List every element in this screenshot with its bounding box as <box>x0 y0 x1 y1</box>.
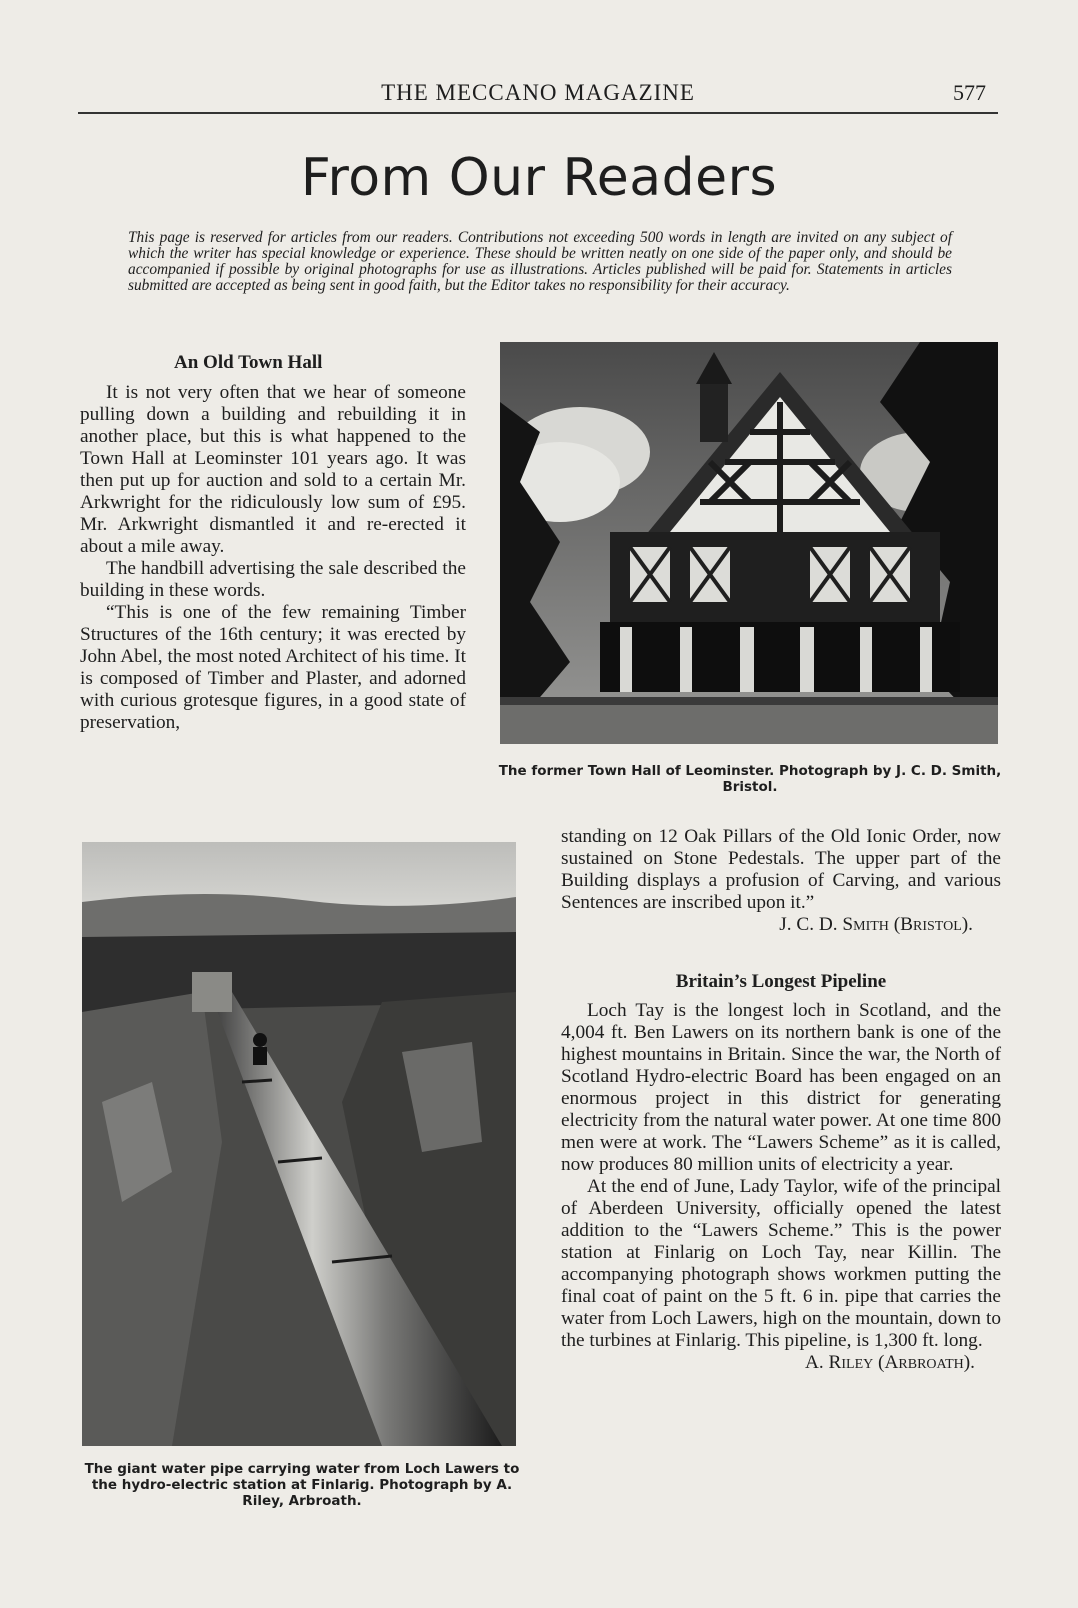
pipeline-illustration <box>82 842 516 1446</box>
town-hall-photo <box>500 342 998 744</box>
article-paragraph: Loch Tay is the longest loch in Scotland, and the 4,004 ft. Ben Lawers on its northern bank is one of the highest mountains in Britain. Since the war, the North of Scotland Hydro-electric Board has been engaged on an enormous project in this district for generating electricity from the natural water power. At one time 800 men were at work. The “Lawers Scheme” as it is called, now produces 80 million units of electricity a year. <box>561 1000 1001 1175</box>
article-paragraph: At the end of June, Lady Taylor, wife of the principal of Aberdeen University, officially opened the latest addition to the “Lawers Scheme.” This is the power station at Finlarig on Loch Tay, near Killin. The accompanying photograph shows workmen putting the final coat of paint on the 5 ft. 6 in. pipe that carries the water from Loch Lawers, high on the mountain, down to the turbines at Finlarig. This pipeline, is 1,300 ft. long. <box>561 1176 1001 1351</box>
article-signature: A. Riley (Arbroath). <box>804 1352 975 1373</box>
article-heading-old-town-hall: An Old Town Hall <box>174 352 323 373</box>
right-text-column <box>561 826 1001 1373</box>
header-rule <box>78 112 998 114</box>
town-hall-illustration <box>500 342 998 744</box>
article-signature: J. C. D. Smith (Bristol). <box>779 914 973 935</box>
page-number: 577 <box>953 80 986 105</box>
town-hall-caption: The former Town Hall of Leominster. Photograph by J. C. D. Smith, Bristol. <box>498 763 1002 795</box>
page-header <box>78 74 998 114</box>
pipeline-caption: The giant water pipe carrying water from Loch Lawers to the hydro-electric station at Finlarig. Photograph by A. Riley, Arbroath. <box>84 1461 520 1509</box>
article-pipeline-body <box>561 1000 1001 1374</box>
page-title: From Our Readers <box>300 148 778 208</box>
article-paragraph: The handbill advertising the sale described the building in these words. <box>80 558 466 601</box>
article-paragraph: “This is one of the few remaining Timber Structures of the 16th century; it was erected by John Abel, the most noted Architect of his time. It is composed of Timber and Plaster, and adorned with curious grotesque figures, in a good state of preservation, <box>80 602 466 733</box>
article-heading-longest-pipeline: Britain’s Longest Pipeline <box>675 971 887 992</box>
intro-paragraph: This page is reserved for articles from our readers. Contributions not exceeding 500 words in length are invited on any subject of which the writer has special knowledge or experience. These should be written neatly on one side of the paper only, and should be accompanied if possible by original photographs for use as illustrations. Articles published will be paid for. Statements in articles submitted are accepted as being sent in good faith, but the Editor takes no responsibility for their accuracy. <box>128 229 952 294</box>
pipeline-photo <box>82 842 516 1446</box>
article-paragraph: It is not very often that we hear of someone pulling down a building and rebuilding it in another place, but this is what happened to the Town Hall at Leominster 101 years ago. It was then put up for auction and sold to a certain Mr. Arkwright for the ridiculously low sum of £95. Mr. Arkwright dismantled it and re-erected it about a mile away. <box>80 382 466 557</box>
article-old-town-hall-column <box>80 382 466 734</box>
running-title: THE MECCANO MAGAZINE <box>381 80 695 105</box>
article-continuation: standing on 12 Oak Pillars of the Old Ionic Order, now sustained on Stone Pedestals. The upper part of the Building displays a profusion of Carving, and various Sentences are inscribed upon it.” <box>561 826 1001 913</box>
